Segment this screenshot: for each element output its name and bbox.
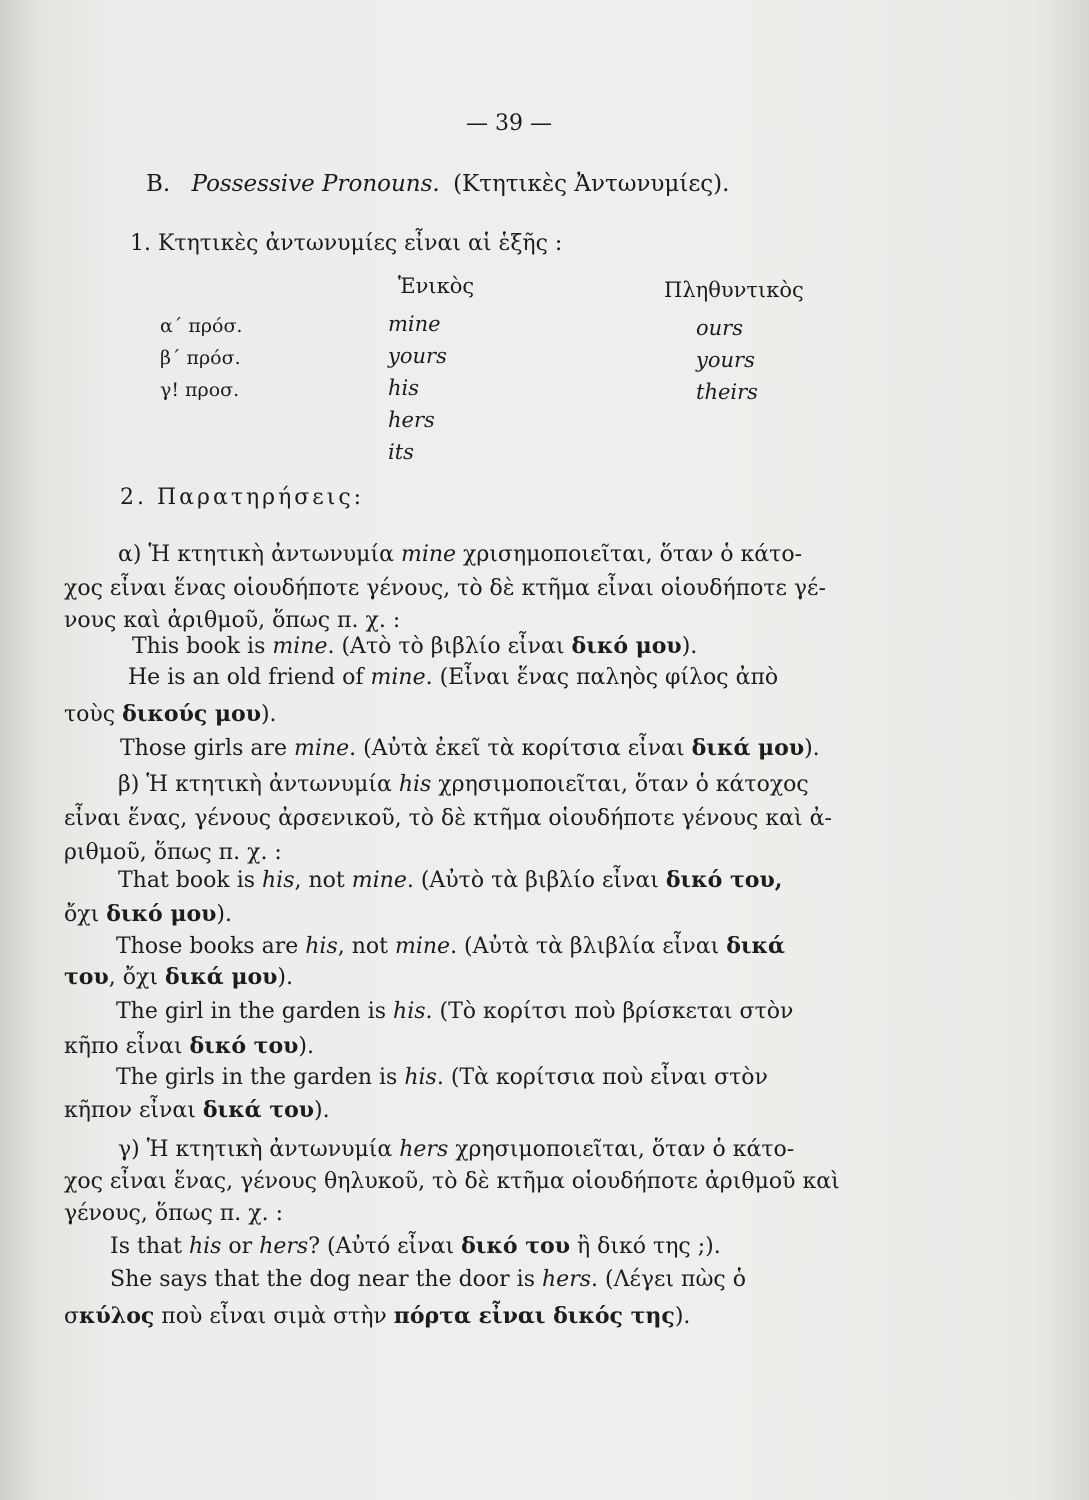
- item-1-intro: 1. Κτητικὲς ἀντωνυμίες εἶναι αἱ ἑξῆς :: [130, 231, 563, 256]
- text-line: [64, 1168, 840, 1196]
- text-line: [110, 1266, 746, 1294]
- person-2: β΄ πρόσ.: [160, 347, 241, 369]
- text-run: ).: [260, 702, 277, 727]
- text-run: κῆπο εἶναι: [64, 1034, 190, 1059]
- text-run: The girl in the garden is: [116, 999, 394, 1024]
- text-line: [64, 839, 282, 867]
- item-2-heading: 2. Παρατηρήσεις:: [120, 485, 365, 510]
- english-term: mine: [272, 634, 328, 659]
- singular-2: yours: [388, 344, 447, 368]
- text-run: ).: [804, 736, 820, 761]
- text-line: [64, 1200, 283, 1228]
- page-number: — 39 —: [466, 111, 552, 136]
- text-line: [64, 607, 400, 635]
- person-1: α΄ πρόσ.: [160, 315, 243, 337]
- text-run: ἢ δικό της ;).: [570, 1234, 721, 1259]
- text-run: κῆπον εἶναι: [64, 1098, 203, 1123]
- text-run: . (Λέγει πὼς ὁ: [591, 1267, 746, 1292]
- person-3: γ! προσ.: [160, 379, 240, 401]
- text-run: ).: [277, 965, 293, 990]
- singular-4: hers: [388, 408, 435, 432]
- singular-1: mine: [388, 312, 441, 336]
- text-run: Those girls are: [120, 736, 294, 761]
- text-run: Those books are: [116, 934, 306, 959]
- text-run: or: [221, 1234, 260, 1259]
- english-term: his: [398, 772, 432, 797]
- text-run: νους καὶ ἀριθμοῦ, ὅπως π. χ. :: [64, 608, 401, 633]
- text-run: . (Αὐτὸ τὰ βιβλίο εἶναι: [406, 868, 666, 893]
- text-line: [64, 700, 277, 729]
- heading-letter: B.: [146, 171, 171, 197]
- greek-translation-bold: του: [64, 964, 109, 990]
- heading-greek: (Κτητικὲς Ἀντωνυμίες).: [453, 171, 730, 197]
- greek-translation-bold: δικά μου: [164, 964, 278, 990]
- text-run: χος εἶναι ἕνας οἱουδήποτε γένους, τὸ δὲ κτῆμα εἶναι οἱουδήποτε γέ-: [64, 576, 826, 601]
- text-line: [64, 1302, 690, 1331]
- english-term: his: [188, 1234, 222, 1259]
- text-run: ).: [298, 1034, 314, 1059]
- text-run: . (Αὐτὰ τὰ βλιβλία εἶναι: [450, 934, 727, 959]
- english-term: hers: [542, 1267, 591, 1292]
- greek-translation-bold: δικό του,: [665, 867, 783, 893]
- english-term: mine: [394, 934, 451, 959]
- text-run: . (Αὐτὰ ἐκεῖ τὰ κορίτσια εἶναι: [349, 736, 692, 761]
- text-line: [64, 900, 232, 929]
- text-line: [118, 1136, 794, 1164]
- greek-translation-bold: δικούς μου: [122, 701, 261, 727]
- text-run: ).: [674, 1304, 691, 1329]
- text-run: χρισημοποιεῖται, ὅταν ὁ κάτο-: [456, 542, 802, 567]
- plural-1: ours: [696, 316, 743, 340]
- text-line: [64, 1096, 330, 1125]
- text-run: This book is: [132, 634, 273, 659]
- english-term: hers: [399, 1137, 449, 1162]
- text-run: Is that: [110, 1234, 189, 1259]
- greek-translation-bold: δικό μου: [571, 633, 682, 659]
- english-term: his: [305, 934, 338, 959]
- header-plural: Πληθυντικὸς: [664, 278, 804, 302]
- text-run: ).: [314, 1098, 330, 1123]
- greek-translation-bold: δικό του: [189, 1033, 299, 1059]
- text-line: [118, 771, 809, 799]
- text-line: [116, 998, 793, 1026]
- text-run: ὄχι: [64, 902, 107, 927]
- singular-5: its: [388, 440, 414, 464]
- text-run: . (Τὰ κορίτσια ποὺ εἶναι στὸν: [436, 1065, 768, 1090]
- text-run: χρησιμοποιεῖται, ὅταν ὁ κάτο-: [448, 1137, 795, 1162]
- text-line: [64, 1032, 314, 1061]
- text-line: [116, 1064, 768, 1092]
- section-heading: [146, 170, 729, 198]
- greek-translation-bold: δικά του: [202, 1097, 315, 1123]
- text-run: α) Ἡ κτητικὴ ἀντωνυμία: [118, 542, 401, 567]
- greek-translation-bold: δικά: [726, 933, 785, 959]
- text-run: ποὺ εἶναι σιμὰ στὴν: [154, 1304, 394, 1329]
- text-run: ? (Αὐτό εἶναι: [308, 1234, 462, 1259]
- text-run: , not: [294, 868, 352, 893]
- header-singular: Ἑνικὸς: [398, 274, 475, 298]
- text-run: χρησιμοποιεῖται, ὅταν ὁ κάτοχος: [431, 772, 809, 797]
- greek-translation-bold: δικό μου: [106, 901, 217, 927]
- text-run: , not: [337, 934, 395, 959]
- english-term: mine: [400, 542, 457, 567]
- greek-translation-bold: δικά μου: [691, 735, 805, 761]
- text-line: [116, 932, 785, 961]
- text-run: εἶναι ἕνας, γένους ἀρσενικοῦ, τὸ δὲ κτῆμα οἱουδήποτε γένους καὶ ἀ-: [64, 806, 832, 831]
- text-line: [120, 734, 820, 763]
- text-run: γένους, ὅπως π. χ. :: [64, 1201, 283, 1226]
- text-run: That book is: [118, 868, 263, 893]
- text-run: τοὺς: [64, 702, 123, 727]
- text-run: He is an old friend of: [128, 665, 371, 690]
- english-term: mine: [294, 736, 350, 761]
- text-run: σ: [64, 1304, 80, 1329]
- text-line: [64, 805, 832, 833]
- plural-3: theirs: [696, 380, 758, 404]
- text-run: . (Εἶναι ἕνας παληὸς φίλος ἀπὸ: [425, 665, 779, 690]
- text-line: [128, 664, 778, 692]
- text-run: ριθμοῦ, ὅπως π. χ. :: [64, 840, 282, 865]
- plural-2: yours: [696, 348, 755, 372]
- text-run: β) Ἡ κτητικὴ ἀντωνυμία: [118, 772, 399, 797]
- text-line: [64, 963, 293, 992]
- english-term: his: [262, 868, 295, 893]
- text-line: [118, 541, 802, 569]
- greek-translation-bold: κύλος: [79, 1303, 155, 1329]
- text-run: She says that the dog near the door is: [110, 1267, 542, 1292]
- singular-3: his: [388, 376, 420, 400]
- english-term: mine: [351, 868, 407, 893]
- text-run: . (Ατὸ τὸ βιβλίο εἶναι: [327, 634, 572, 659]
- text-run: The girls in the garden is: [116, 1065, 405, 1090]
- text-run: χος εἶναι ἕνας, γένους θηλυκοῦ, τὸ δὲ κτῆμα οἱουδήποτε ἀριθμοῦ καὶ: [64, 1169, 840, 1194]
- greek-translation-bold: πόρτα εἶναι δικός της: [393, 1303, 675, 1329]
- heading-english: Possessive Pronouns.: [191, 171, 440, 197]
- english-term: hers: [259, 1234, 309, 1259]
- text-run: . (Τὸ κορίτσι ποὺ βρίσκεται στὸν: [425, 999, 794, 1024]
- text-run: ).: [681, 634, 698, 659]
- english-term: mine: [370, 665, 426, 690]
- english-term: his: [404, 1065, 437, 1090]
- text-line: [110, 1232, 721, 1261]
- text-line: [64, 575, 826, 603]
- text-line: [118, 866, 782, 895]
- text-run: , ὄχι: [108, 965, 165, 990]
- text-run: γ) Ἡ κτητικὴ ἀντωνυμία: [118, 1137, 400, 1162]
- greek-translation-bold: δικό του: [461, 1233, 570, 1259]
- text-line: [132, 632, 697, 661]
- text-run: ).: [216, 902, 232, 927]
- english-term: his: [393, 999, 426, 1024]
